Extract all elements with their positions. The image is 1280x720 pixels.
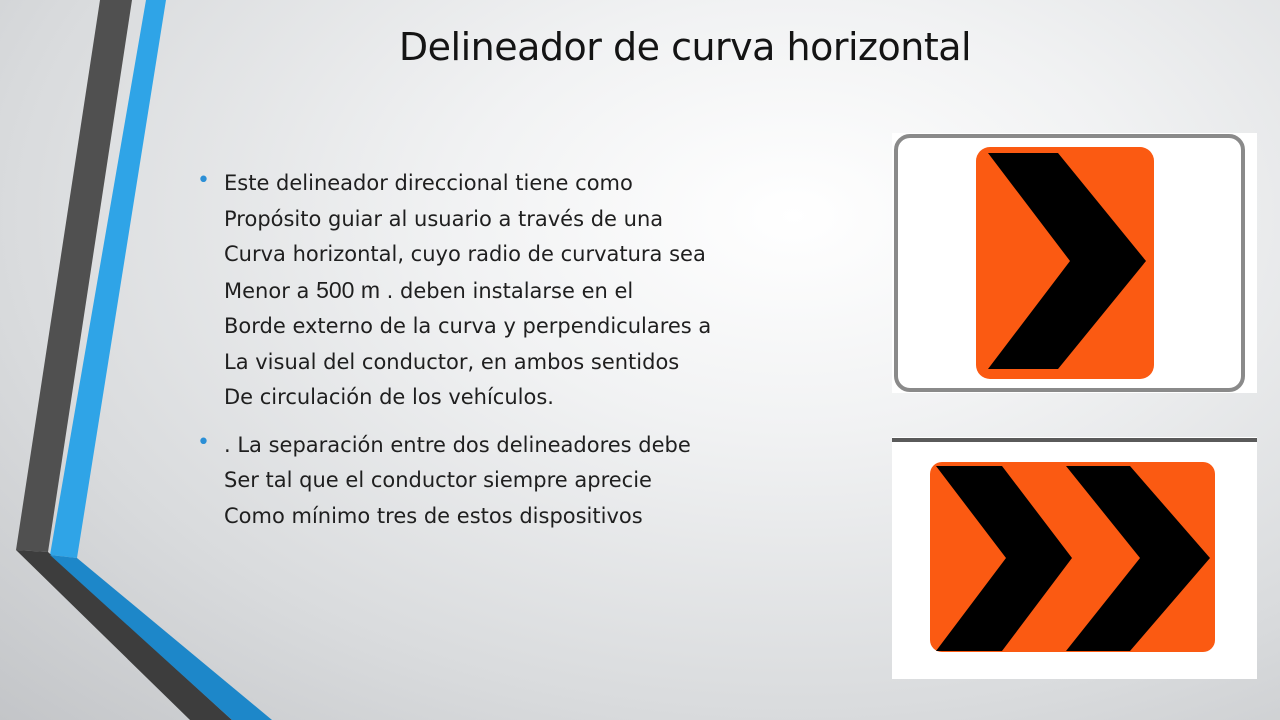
bullet-line: Ser tal que el conductor siempre aprecie <box>224 468 652 492</box>
radius-value: 500 m <box>316 276 380 303</box>
single-chevron-sign-image <box>892 133 1257 393</box>
stripe-gray-lower <box>16 550 232 720</box>
bullet-line: Este delineador direccional tiene como <box>224 171 633 195</box>
bullet-line: De circulación de los vehículos. <box>224 385 554 409</box>
bullet-line <box>224 273 806 310</box>
bullet-line: La visual del conductor, en ambos sentidos <box>224 349 680 374</box>
bullet-dot-icon: • <box>197 429 210 455</box>
bullet-list <box>196 166 806 534</box>
bullet-item-2 <box>196 428 806 535</box>
bullet-text: . deben instalarse en el <box>380 278 634 303</box>
bullet-line: Borde externo de la curva y perpendiculares a <box>224 314 712 338</box>
double-chevron-sign-image <box>892 437 1257 679</box>
bullet-dot-icon: • <box>197 168 210 193</box>
bullet-line: Como mínimo tres de estos dispositivos <box>224 503 643 528</box>
bullet-line: Propósito guiar al usuario a través de una <box>224 206 664 231</box>
bullet-line: . La separación entre dos delineadores debe <box>224 432 691 457</box>
bullet-line: Curva horizontal, cuyo radio de curvatura sea <box>224 242 706 266</box>
bullet-text: Menor a <box>224 278 317 303</box>
stripe-blue-lower <box>50 555 272 720</box>
slide-title: Delineador de curva horizontal <box>398 25 972 69</box>
bullet-item-1 <box>196 166 806 416</box>
